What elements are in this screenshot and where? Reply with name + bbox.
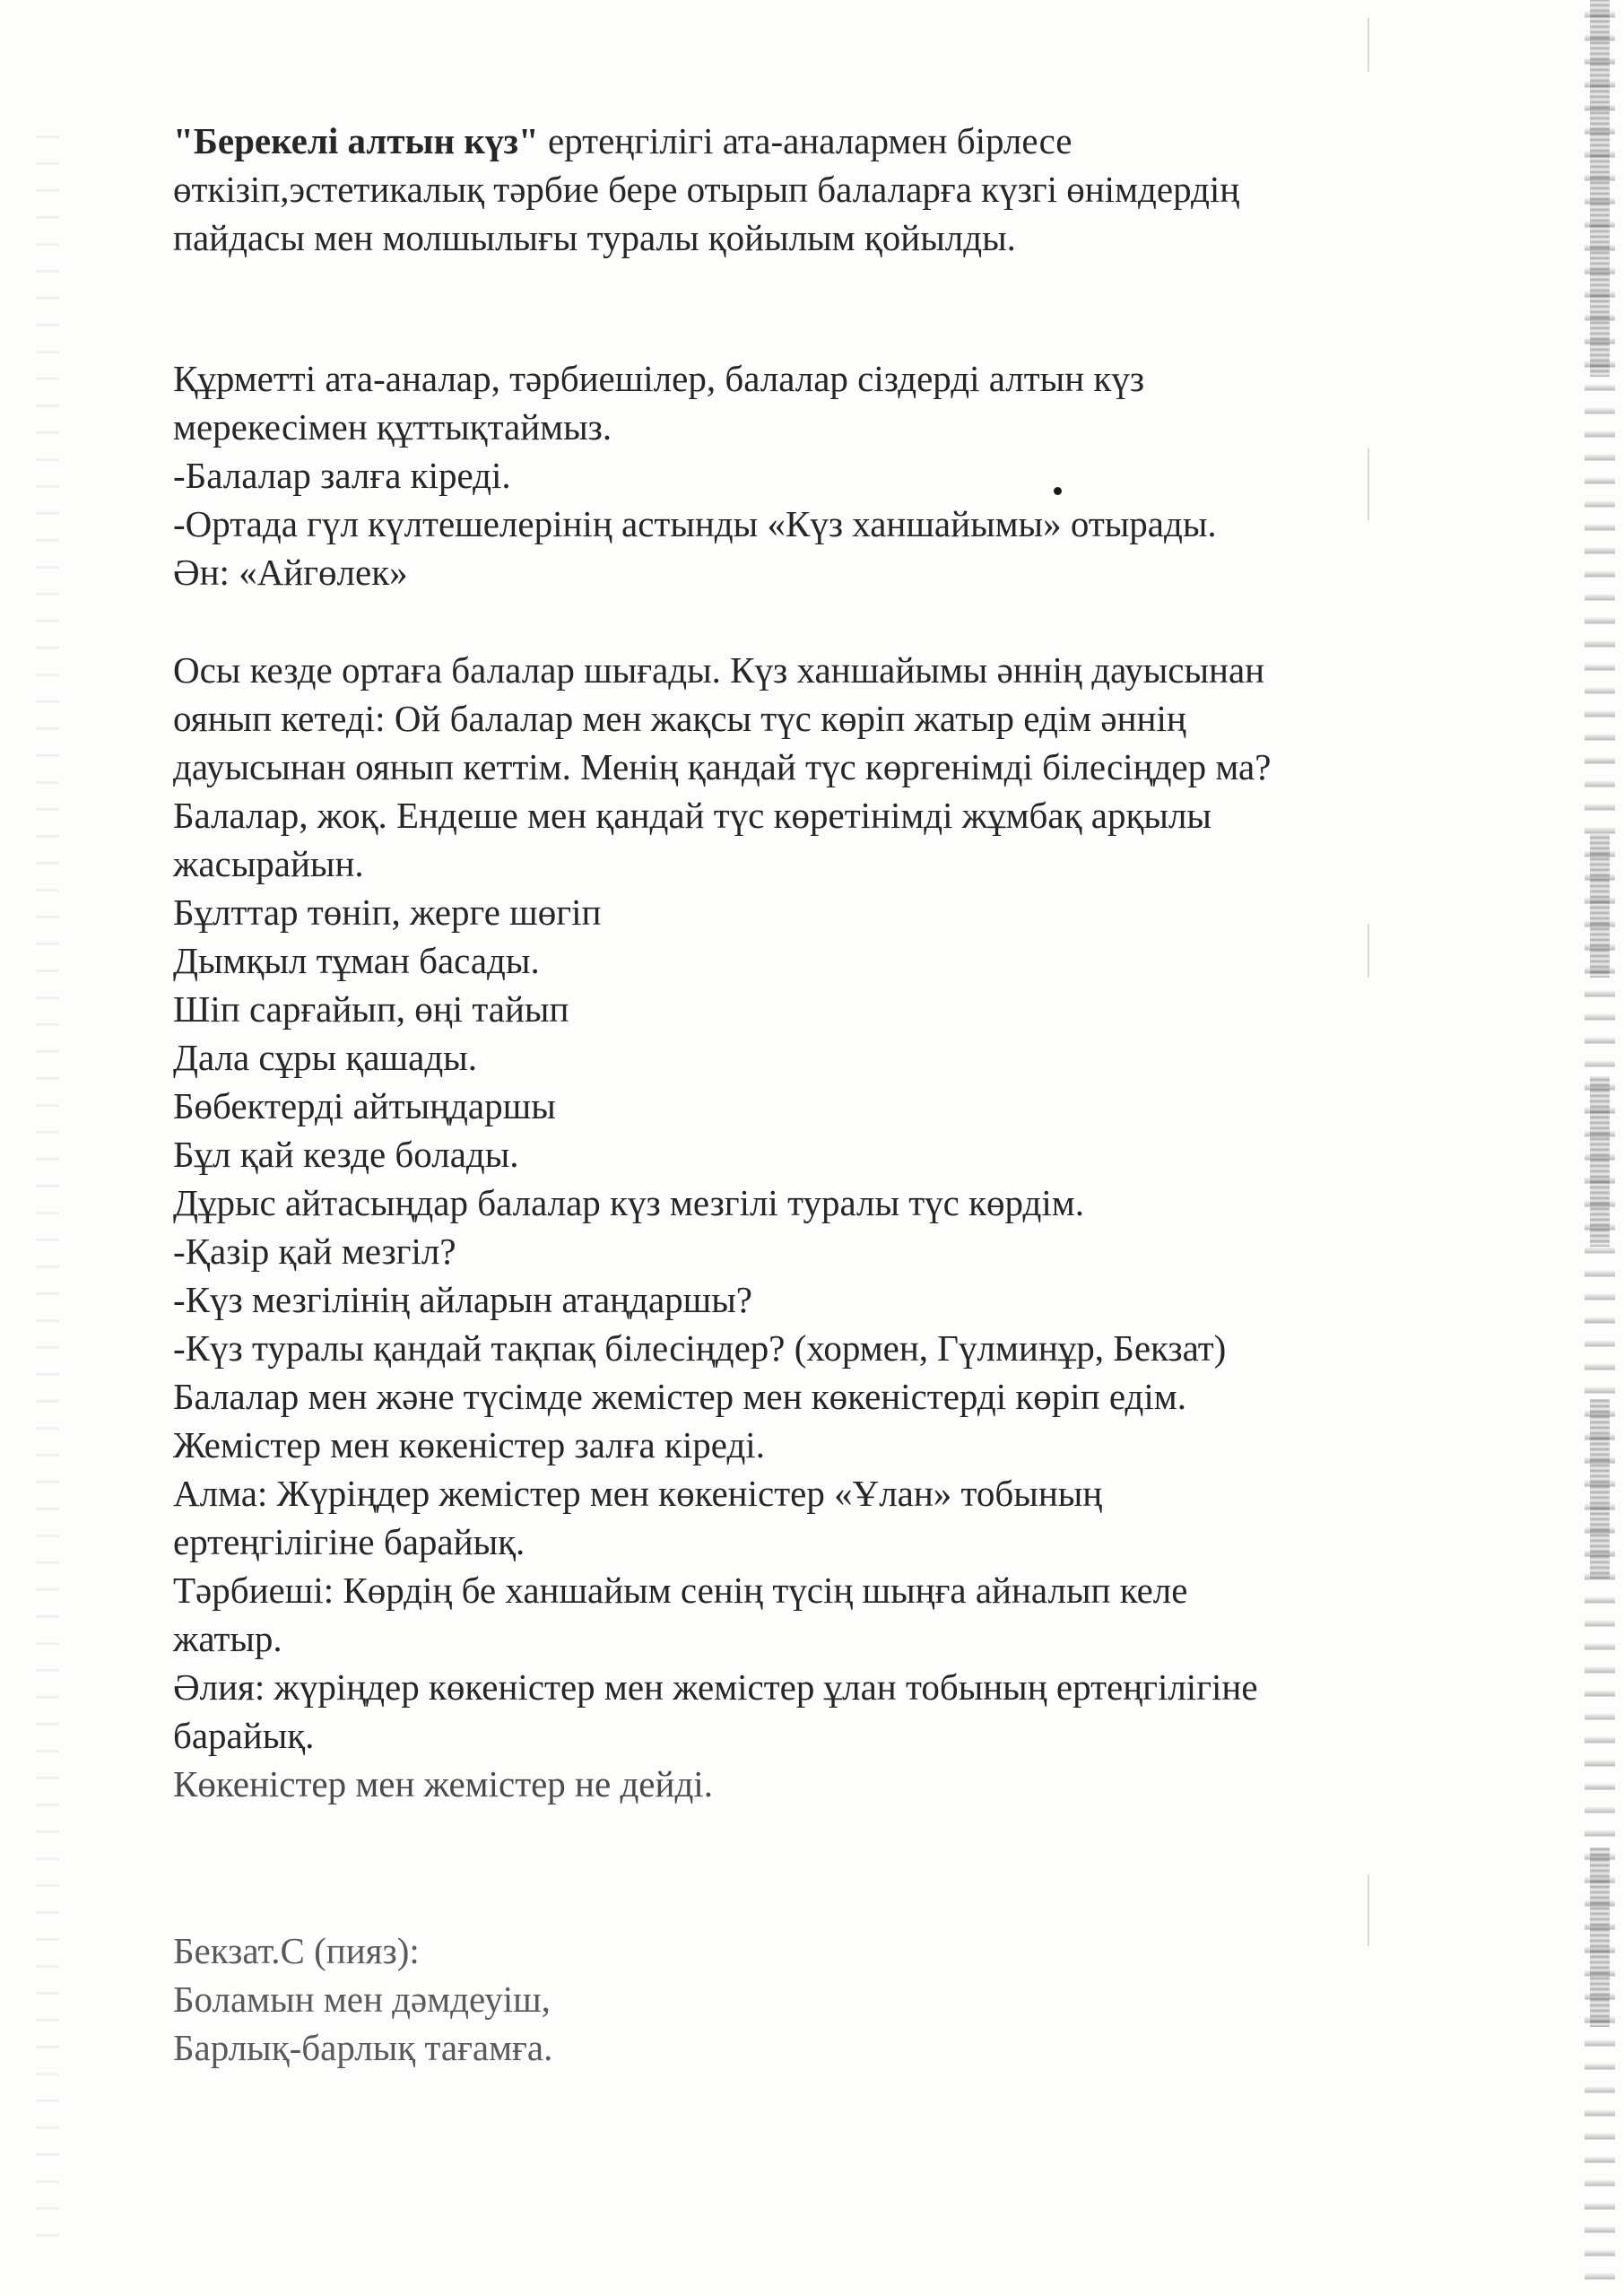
scenario-line: дауысынан оянып кеттім. Менің қандай түс көргенімді білесіңдер ма?: [173, 746, 1272, 787]
scan-edge-mark: [1590, 1399, 1610, 1578]
scenario-line: жатыр.: [173, 1618, 282, 1659]
greeting-line: -Ортада гүл күлтешелерінің астынды «Күз ханшайымы» отырады.: [173, 503, 1217, 544]
scenario-line: Жемістер мен көкеністер залға кіреді.: [173, 1424, 765, 1465]
riddle-line: Бұлттар төніп, жерге шөгіп: [173, 891, 602, 933]
scenario-line: Әлия: жүріңдер көкеністер мен жемістер ұлан тобының ертеңгілігіне: [173, 1666, 1258, 1708]
intro-line-1: [173, 117, 1536, 165]
intro-line-2: өткізіп,эстетикалық тәрбие бере отырып балаларға күзгі өнімдердің: [173, 169, 1240, 210]
riddle-line: Шіп сарғайып, өңі тайып: [173, 988, 569, 1030]
intro-paragraph: [173, 117, 1536, 262]
event-title: "Берекелі алтын күз": [173, 120, 539, 161]
scan-edge-mark: [1590, 834, 1610, 978]
closing-line: Бекзат.С (пияз):: [173, 1930, 420, 1971]
scenario-line: жасырайын.: [173, 843, 364, 884]
scenario-line: Балалар мен және түсімде жемістер мен көкеністерді көріп едім.: [173, 1376, 1186, 1417]
scenario-line: -Күз мезгілінің айларын атаңдаршы?: [173, 1279, 752, 1320]
scenario-line: Алма: Жүріңдер жемістер мен көкеністер «Ұлан» тобының: [173, 1473, 1103, 1514]
scenario-line: ертеңгілігіне барайық.: [173, 1521, 525, 1562]
riddle-line: Дымқыл тұман басады.: [173, 940, 540, 981]
greeting-paragraph: [173, 354, 1536, 596]
riddle-line: Дала сұры қашады.: [173, 1037, 477, 1078]
scan-edge-mark: [1590, 1848, 1610, 2027]
scenario-line: -Күз туралы қандай тақпақ білесіңдер? (хормен, Гүлминұр, Бекзат): [173, 1327, 1227, 1369]
closing-line: Барлық-барлық тағамға.: [173, 2027, 553, 2068]
scan-edge-left: [36, 126, 59, 2260]
scenario-line: оянып кетеді: Ой балалар мен жақсы түс көріп жатыр едім әннің: [173, 698, 1186, 739]
scan-edge-mark: [1590, 0, 1610, 377]
closing-line: Боламын мен дәмдеуіш,: [173, 1979, 551, 2020]
closing-verse: [173, 1926, 1536, 2072]
scan-edge-mark: [1590, 1076, 1610, 1247]
main-scenario: [173, 646, 1536, 1808]
riddle-line: Бұл қай кезде болады.: [173, 1134, 519, 1175]
greeting-line: Ән: «Айгөлек»: [173, 552, 408, 593]
scenario-line: Балалар, жоқ. Ендеше мен қандай түс көретінімді жұмбақ арқылы: [173, 795, 1211, 836]
riddle-line: Бөбектерді айтыңдаршы: [173, 1085, 556, 1126]
scenario-line: -Қазір қай мезгіл?: [173, 1231, 456, 1272]
scenario-line: барайық.: [173, 1715, 315, 1756]
greeting-line: -Балалар залға кіреді.: [173, 455, 511, 496]
intro-line-1-rest: ертеңгілігі ата-аналармен бірлесе: [538, 120, 1073, 161]
greeting-line: мерекесімен құттықтаймыз.: [173, 406, 612, 448]
scenario-line: Осы кезде ортаға балалар шығады. Күз ханшайымы әннің дауысынан: [173, 649, 1265, 691]
intro-line-3: пайдасы мен молшылығы туралы қойылым қойылды.: [173, 217, 1016, 258]
greeting-line: Құрметті ата-аналар, тәрбиешілер, балалар сіздерді алтын күз: [173, 358, 1145, 399]
scenario-line: Тәрбиеші: Көрдің бе ханшайым сенің түсің шыңға айналып келе: [173, 1570, 1188, 1611]
scenario-line: Дұрыс айтасыңдар балалар күз мезгілі туралы түс көрдім.: [173, 1182, 1084, 1223]
scan-line: [1368, 18, 1369, 72]
scenario-line: Көкеністер мен жемістер не дейді.: [173, 1763, 713, 1805]
